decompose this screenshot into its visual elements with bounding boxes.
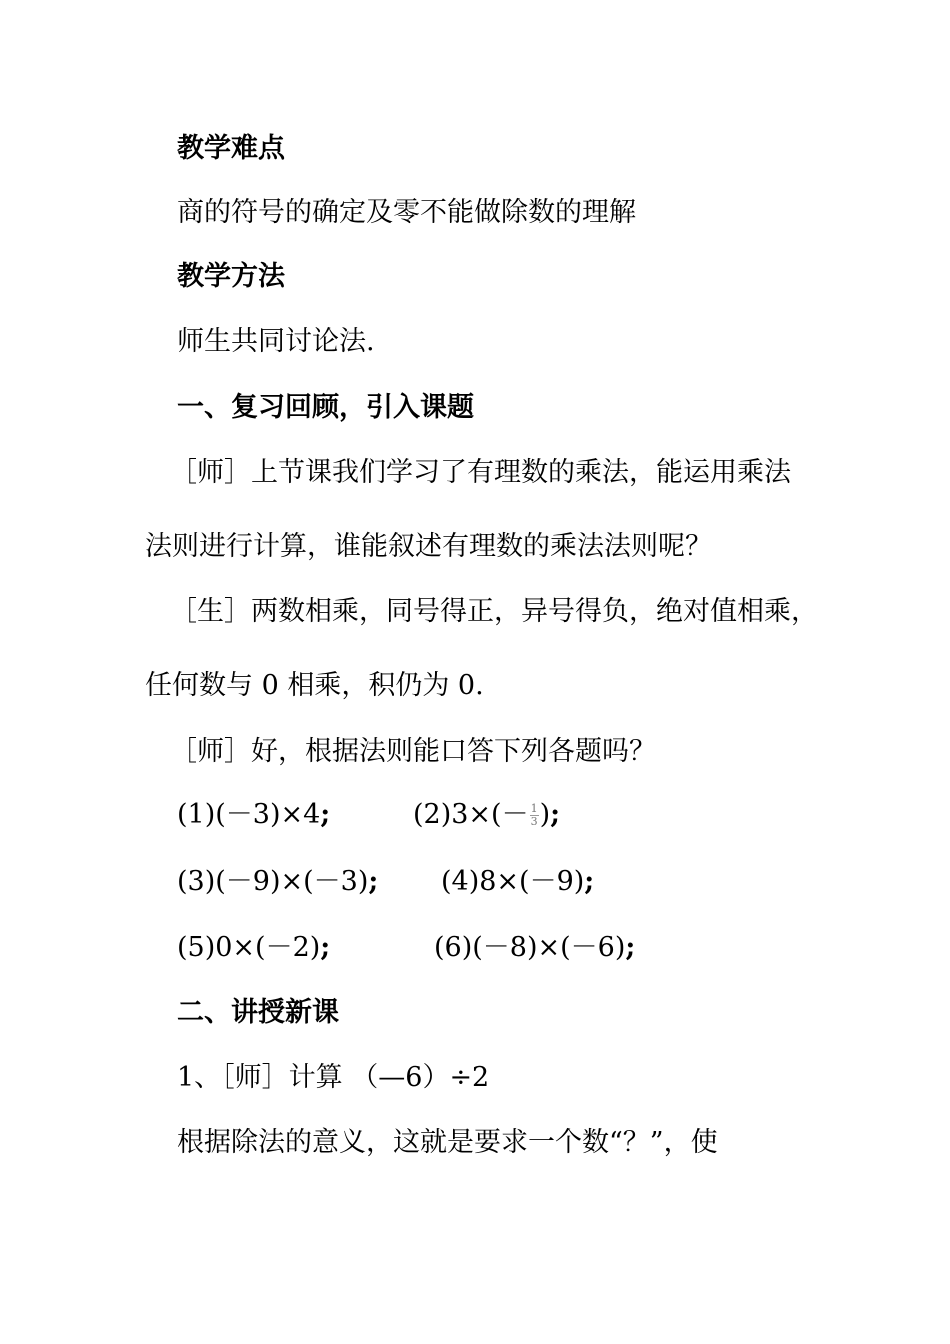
heading-teaching-difficulty: 教学难点 [177,133,285,164]
fraction-one-third [530,803,539,828]
teacher-question-line-1: ［师］上节课我们学习了有理数的乘法，能运用乘法 [170,457,791,488]
new-lesson-item-1: 1、［师］计算 （—6）÷2 [177,1062,490,1093]
problem-1-expr: (1)(－3)×4 [177,799,321,830]
method-text: 师生共同讨论法. [177,326,375,357]
difficulty-text: 商的符号的确定及零不能做除数的理解 [177,197,636,228]
problem-2-suffix: ) [539,799,551,830]
problem-6 [434,931,635,965]
problem-5 [177,931,330,965]
student-answer-line-2: 任何数与 0 相乘，积仍为 0. [145,670,484,701]
semicolon: ; [320,932,331,963]
fraction-numerator: 1 [530,802,538,815]
fraction-denominator: 3 [530,815,538,828]
semicolon: ; [584,866,595,897]
semicolon: ; [625,932,636,963]
problem-4 [441,865,594,899]
heading-teaching-method: 教学方法 [177,261,285,292]
heading-review: 一、复习回顾，引入课题 [177,392,474,423]
problem-4-expr: (4)8×(－9) [441,866,585,897]
problem-1 [177,798,330,832]
problem-2-prefix: (2)3×(－ [413,799,529,830]
problem-5-expr: (5)0×(－2) [177,932,321,963]
semicolon: ; [320,799,331,830]
problem-3-expr: (3)(－9)×(－3) [177,866,369,897]
heading-new-lesson: 二、讲授新课 [177,997,339,1028]
problem-6-expr: (6)(－8)×(－6) [434,932,626,963]
teacher-followup: ［师］好，根据法则能口答下列各题吗？ [170,736,656,767]
student-answer-line-1: ［生］两数相乘，同号得正，异号得负，绝对值相乘， [170,596,818,627]
teacher-question-line-2: 法则进行计算，谁能叙述有理数的乘法法则呢？ [145,531,712,562]
new-lesson-item-1-text: 根据除法的意义，这就是要求一个数“？”，使 [177,1127,718,1158]
semicolon: ; [368,866,379,897]
semicolon: ; [550,799,561,830]
problem-3 [177,865,378,899]
problem-2 [413,798,560,832]
